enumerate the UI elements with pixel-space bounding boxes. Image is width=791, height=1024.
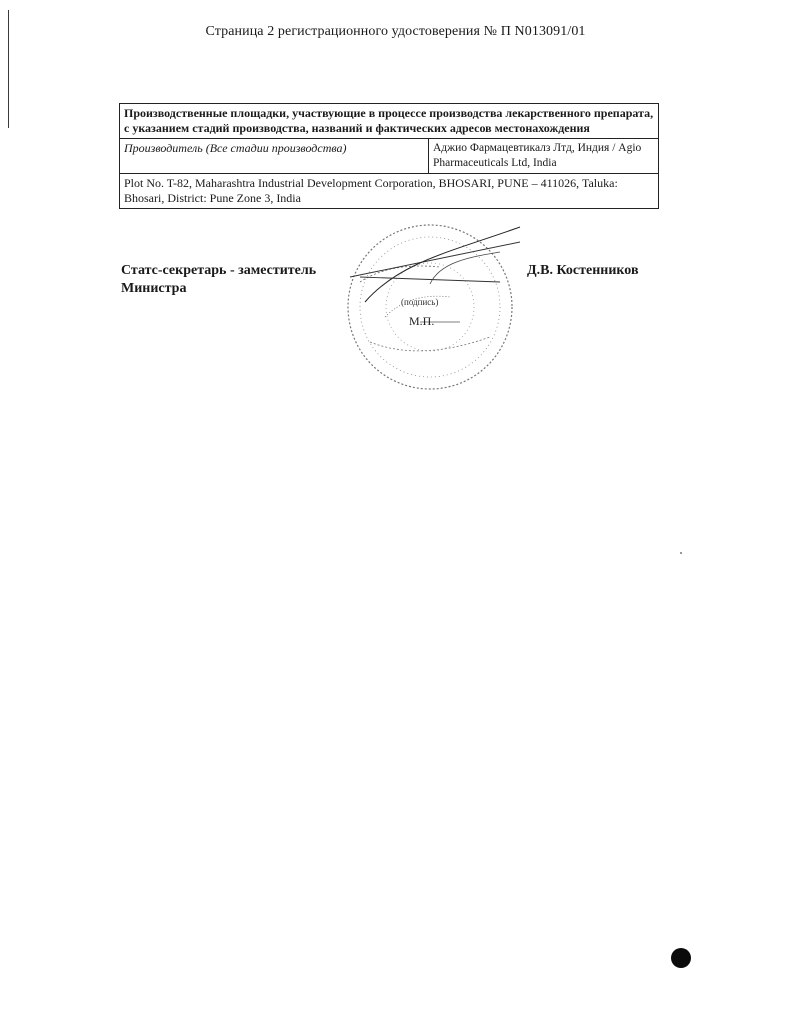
sites-heading: Производственные площадки, участвующие в процессе производства лекарственного препарата, с указанием стадий производства, названий и фактических адресов местонахождения — [120, 104, 659, 139]
table-row — [120, 104, 659, 139]
producer-address: Plot No. T-82, Maharashtra Industrial Development Corporation, BHOSARI, PUNE – 411026, Taluka: Bhosari, District: Pune Zone 3, India — [120, 174, 659, 209]
table-row — [120, 139, 659, 174]
signer-name: Д.В. Костенников — [527, 263, 639, 278]
producer-label: Производитель (Все стадии производства) — [120, 139, 429, 174]
table-row — [120, 174, 659, 209]
producer-name: Аджио Фармацевтикалз Лтд, Индия / Agio Pharmaceuticals Ltd, India — [429, 139, 659, 174]
signer-title: Статс-секретарь - заместитель Министра — [121, 263, 317, 296]
signature-caption: (подпись) — [401, 297, 439, 307]
manufacturing-sites-table — [119, 103, 659, 209]
official-seal — [330, 222, 530, 392]
scan-corner-mark — [671, 948, 691, 968]
scan-speck — [680, 552, 682, 554]
page-header: Страница 2 регистрационного удостоверения № П N013091/01 — [205, 24, 586, 39]
stamp-label: М.П. — [409, 314, 435, 328]
